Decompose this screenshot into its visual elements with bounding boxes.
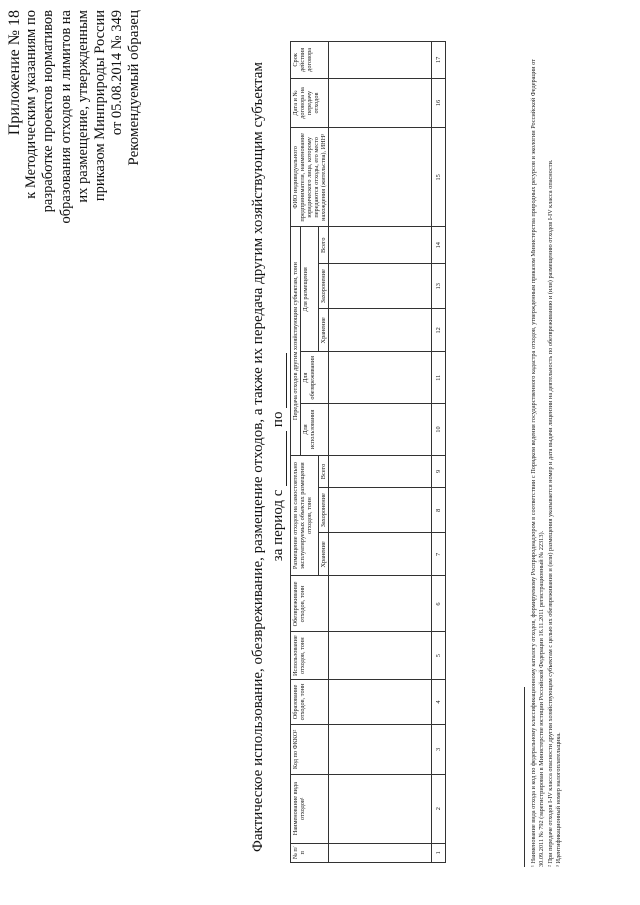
- period-middle: по: [270, 411, 286, 428]
- table-cell: [329, 774, 432, 843]
- appendix-line: от 05.08.2014 № 349: [109, 10, 126, 136]
- period-line: [270, 57, 287, 857]
- appendix-line: приказом Минприроды России: [92, 10, 109, 202]
- appendix-line: к Методическим указаниям по: [23, 10, 40, 199]
- header-for-use: Для использования: [301, 404, 329, 456]
- column-number: 8: [432, 488, 446, 533]
- header-transfer-storage: Хранение: [319, 309, 329, 352]
- column-number: 10: [432, 404, 446, 456]
- period-end-blank: [274, 353, 287, 408]
- header-formed: Образование отходов, тонн: [291, 679, 329, 724]
- header-num: № п/п: [291, 843, 329, 862]
- header-burial: Захоронение: [319, 488, 329, 533]
- table-cell: [329, 264, 432, 309]
- table-cell: [329, 309, 432, 352]
- header-transfer-burial: Захоронение: [319, 264, 329, 309]
- document-title: Фактическое использование, обезвреживание, размещение отходов, а также их передача другим хозяйствующим субъектам: [250, 62, 266, 852]
- header-neutralized: Обезвреживание отходов, тонн: [291, 576, 329, 632]
- column-number: 2: [432, 774, 446, 843]
- column-number: 1: [432, 843, 446, 862]
- column-number: 15: [432, 128, 446, 227]
- column-number: 16: [432, 78, 446, 128]
- header-for-neutralization: Для обезвреживания: [301, 352, 329, 404]
- appendix-number: Приложение № 18: [6, 10, 23, 136]
- column-number: 11: [432, 352, 446, 404]
- period-prefix: за период с: [270, 489, 286, 562]
- table-cell: [329, 725, 432, 775]
- table-cell: [329, 576, 432, 632]
- footnote-divider: [524, 687, 525, 867]
- column-number: 3: [432, 725, 446, 775]
- column-number: 6: [432, 576, 446, 632]
- waste-table: [290, 41, 446, 863]
- recommended-sample: Рекомендуемый образец: [126, 10, 143, 166]
- footnote: ¹ Наименование вида отхода и код по федеральному классификационному каталогу отходов, формируемому Росприроднадзором в соответствии с Порядком ведения государственного кадастра отходов, утвержденным приказом Министерства природных ресурсов и экологии Российской Федерации от 30.09.2011 № 792 (зарегистрирован в Министерстве юстиции Российской Федерации 16.11.2011 регистрационный № 22313).: [530, 59, 546, 867]
- header-own-placement: Размещение отходов на самостоятельно эксплуатируемых объектах размещения отходов, тонн: [291, 455, 319, 576]
- footnote: ³ Идентификационный номер налогоплательщика.: [555, 732, 563, 867]
- appendix-line: их размещение, утвержденным: [74, 10, 91, 203]
- header-storage: Хранение: [319, 533, 329, 576]
- header-fkko-code: Код по ФККО²: [291, 725, 329, 775]
- column-number: 12: [432, 309, 446, 352]
- header-waste-name: Наименование вида отходов¹: [291, 774, 329, 843]
- column-number: 17: [432, 42, 446, 79]
- header-row-1: [291, 42, 301, 863]
- table-cell: [329, 352, 432, 404]
- header-used: Использование отходов, тонн: [291, 632, 329, 679]
- column-number: 5: [432, 632, 446, 679]
- header-term: Срок действия договора: [291, 42, 329, 79]
- header-transfer-total: Всего: [319, 227, 329, 264]
- column-number: 13: [432, 264, 446, 309]
- appendix-header: [6, 10, 144, 310]
- table-cell: [329, 455, 432, 487]
- appendix-line: разработке проектов нормативов: [40, 10, 57, 213]
- table-cell: [329, 78, 432, 128]
- table-cell: [329, 632, 432, 679]
- header-contract: Дата и № договора на передачу отходов: [291, 78, 329, 128]
- column-number: 9: [432, 455, 446, 487]
- table-cell: [329, 533, 432, 576]
- table-cell: [329, 227, 432, 264]
- footnotes: [530, 37, 564, 867]
- table-cell: [329, 488, 432, 533]
- column-number-row: [432, 42, 446, 863]
- table-row: [329, 42, 432, 863]
- header-recipient: ФИО индивидуального предпринимателя, наименование юридического лица, которому передаются отходы, его место нахождения (жительства), ИНН³: [291, 128, 329, 227]
- table-cell: [329, 42, 432, 79]
- column-number: 14: [432, 227, 446, 264]
- header-for-placement: Для размещения: [301, 227, 319, 352]
- table-cell: [329, 679, 432, 724]
- table-cell: [329, 128, 432, 227]
- header-transfer: Передача отходов другим хозяйствующим субъектам, тонн: [291, 227, 301, 455]
- header-total: Всего: [319, 455, 329, 487]
- column-number: 7: [432, 533, 446, 576]
- table-cell: [329, 404, 432, 456]
- appendix-line: образования отходов и лимитов на: [57, 10, 74, 224]
- period-start-blank: [274, 431, 287, 486]
- table-cell: [329, 843, 432, 862]
- footnote: ² При передаче отходов I-IV класса опасности другим хозяйствующим субъектам с целью их обезвреживания и (или) размещения указывается номер и дата выдачи лицензии на деятельность по обезвреживанию и (или) размещению отходов I-IV класса опасности.: [546, 159, 554, 867]
- column-number: 4: [432, 679, 446, 724]
